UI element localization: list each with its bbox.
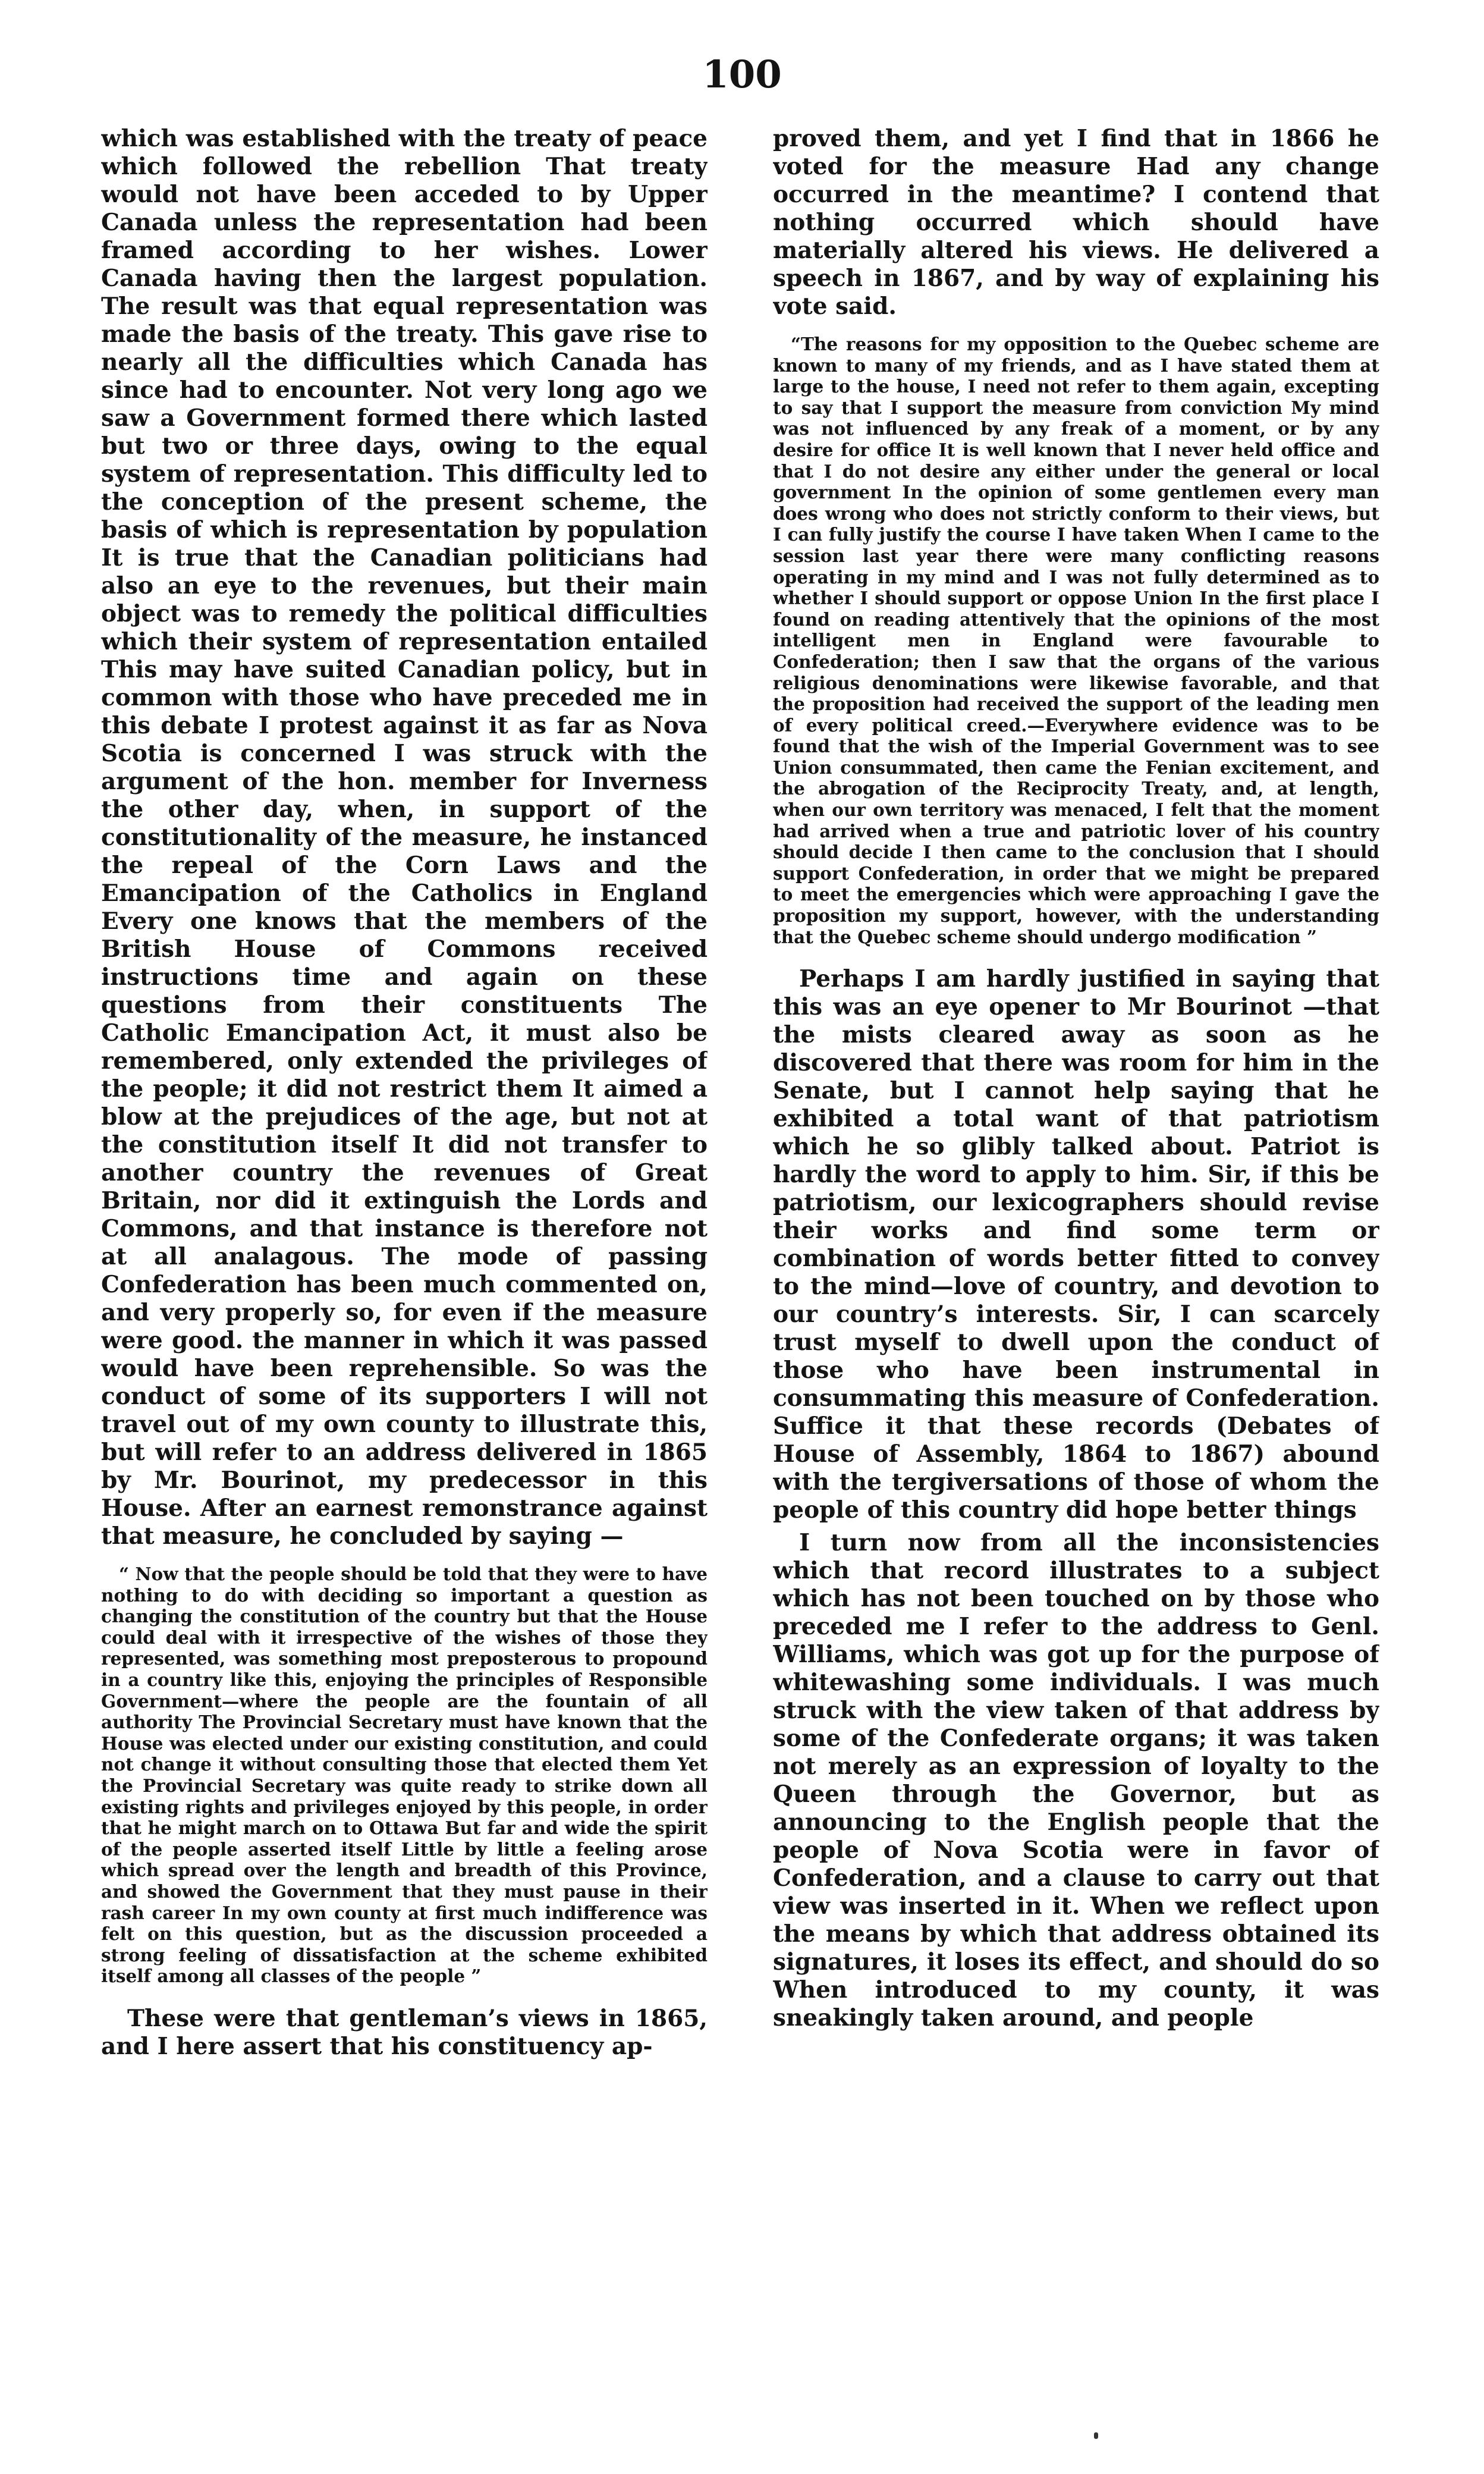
left-column	[101, 125, 708, 2444]
right-quote-bourinot-1867: “The reasons for my opposition to the Quebec scheme are known to many of my friends, and as I have stated them at large to the house, I need not refer to them again, excepting to say that I support the measure from conviction My mind was not influenced by any freak of a moment, or by any desire for office It is well known that I never held office and that I do not desire any either under the general or local government In the opinion of some gentlemen every man does wrong who does not strictly conform to their views, but I can fully justify the course I have taken When I came to the session last year there were many conflicting reasons operating in my mind and I was not fully determined as to whether I should support or oppose Union In the first place I found on reading attentively that the opinions of the most intelligent men in England were favourable to Confederation; then I saw that the organs of the various religious denominations were likewise favorable, and that the proposition had received the support of the leading men of every political creed.—Everywhere evidence was to be found that the wish of the Imperial Government was to see Union consummated, then came the Fenian excitement, and the abrogation of the Reciprocity Treaty, and, at length, when our own territory was menaced, I felt that the moment had arrived when a true and patriotic lover of his country should decide I then came to the conclusion that I should support Confederation, in order that we might be prepared to meet the emergencies which were approaching I gave the proposition my support, however, with the understanding that the Quebec scheme should undergo modification ”	[773, 334, 1379, 947]
left-paragraph-2: These were that gentleman’s views in 1865, and I here assert that his constituency ap-	[101, 2004, 708, 2060]
right-paragraph-3: I turn now from all the inconsistencies which that record illustrates to a subject which has not been touched on by those who preceded me I refer to the address to Genl. Williams, which was got up for the purpose of whitewashing some individuals. I was much struck with the view taken of that address by some of the Confederate organs; it was taken not merely as an expression of loyalty to the Queen through the Governor, but as announcing to the English people that the people of Nova Scotia were in favor of Confederation, and a clause to carry out that view was inserted in it. When we reflect upon the means by which that address obtained its signatures, it loses its effect, and should do so When introduced to my county, it was sneakingly taken around, and people	[773, 1529, 1379, 2032]
left-quote-bourinot-1865: “ Now that the people should be told that they were to have nothing to do with deciding so important a question as changing the constitution of the country but that the House could deal with it irrespective of the wishes of those they represented, was something most preposterous to propound in a country like this, enjoying the principles of Responsible Government—where the people are the fountain of all authority The Provincial Secretary must have known that the House was elected under our existing constitution, and could not change it without consulting those that elected them Yet the Provincial Secretary was quite ready to strike down all existing rights and privileges enjoyed by this people, in order that he might march on to Ottawa But far and wide the spirit of the people asserted itself Little by little a feeling arose which spread over the length and breadth of this Province, and showed the Government that they must pause in their rash career In my own county at first much indifference was felt on this question, but as the discussion proceeded a strong feeling of dissatisfaction at the scheme exhibited itself among all classes of the people ”	[101, 1563, 708, 1987]
right-paragraph-2: Perhaps I am hardly justified in saying that this was an eye opener to Mr Bourinot —that the mists cleared away as soon as he discovered that there was room for him in the Senate, but I cannot help saying that he exhibited a total want of that patriotism which he so glibly talked about. Patriot is hardly the word to apply to him. Sir, if this be patriotism, our lexicographers should revise their works and find some term or combination of words better fitted to convey to the mind—love of country, and devotion to our country’s interests. Sir, I can scarcely trust myself to dwell upon the conduct of those who have been instrumental in consummating this measure of Confederation. Suffice it that these records (Debates of House of Assembly, 1864 to 1867) abound with the tergiversations of those of whom the people of this country did hope better things	[773, 965, 1379, 1524]
page-number: 100	[702, 52, 782, 97]
left-paragraph-1: which was established with the treaty of peace which followed the rebellion That treaty would not have been acceded to by Upper Canada unless the representation had been framed according to her wishes. Lower Canada having then the largest population. The result was that equal representation was made the basis of the treaty. This gave rise to nearly all the difficulties which Canada has since had to encounter. Not very long ago we saw a Government formed there which lasted but two or three days, owing to the equal system of representation. This difficulty led to the conception of the present scheme, the basis of which is representation by population It is true that the Canadian politicians had also an eye to the revenues, but their main object was to remedy the political difficulties which their system of representation entailed This may have suited Canadian policy, but in common with those who have preceded me in this debate I protest against it as far as Nova Scotia is concerned I was struck with the argument of the hon. member for Inverness the other day, when, in support of the constitutionality of the measure, he instanced the repeal of the Corn Laws and the Emancipation of the Catholics in England Every one knows that the members of the British House of Commons received instructions time and again on these questions from their constituents The Catholic Emancipation Act, it must also be remembered, only extended the privileges of the people; it did not restrict them It aimed a blow at the prejudices of the age, but not at the constitution itself It did not transfer to another country the revenues of Great Britain, nor did it extinguish the Lords and Commons, and that instance is therefore not at all analagous. The mode of passing Confederation has been much commented on, and very properly so, for even if the measure were good. the manner in which it was passed would have been reprehensible. So was the conduct of some of its supporters I will not travel out of my own county to illustrate this, but will refer to an address delivered in 1865 by Mr. Bourinot, my predecessor in this House. After an earnest remonstrance against that measure, he concluded by saying —	[101, 125, 708, 1550]
right-paragraph-1: proved them, and yet I find that in 1866 he voted for the measure Had any change occurred in the meantime? I contend that nothing occurred which should have materially altered his views. He delivered a speech in 1867, and by way of explaining his vote said.	[773, 125, 1379, 320]
right-column	[773, 125, 1379, 2444]
print-speck	[1094, 2432, 1098, 2439]
